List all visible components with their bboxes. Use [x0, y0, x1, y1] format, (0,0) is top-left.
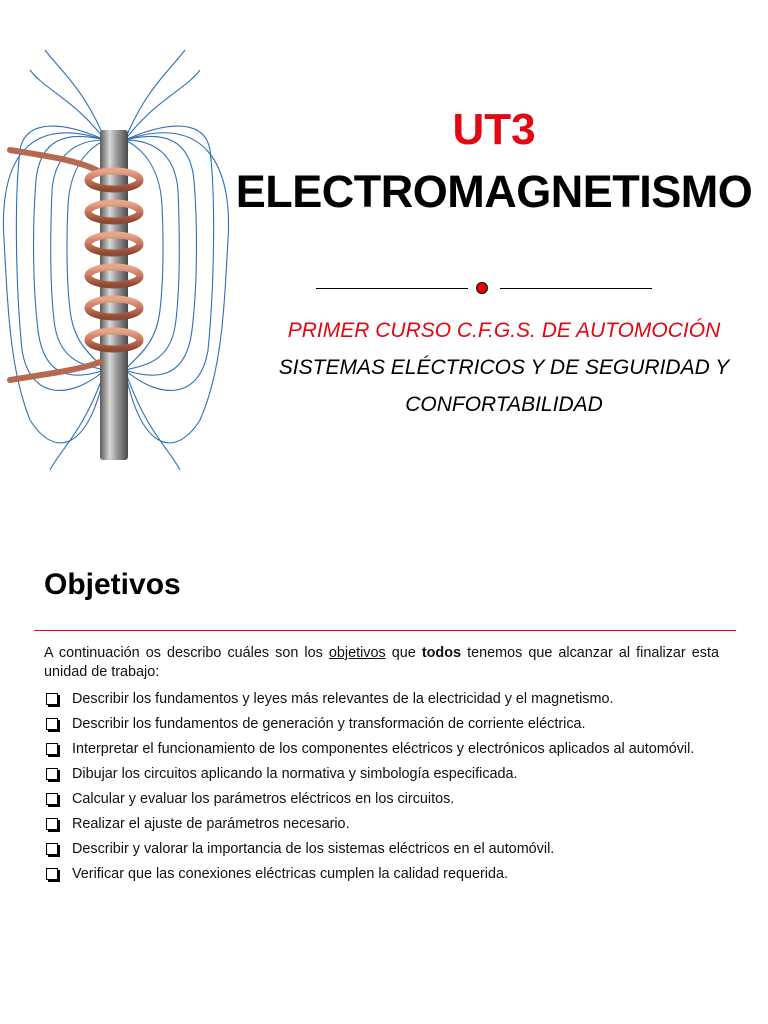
list-item-text: Realizar el ajuste de parámetros necesario. — [72, 816, 350, 832]
intro-text-1: A continuación os describo cuáles son los — [44, 645, 329, 661]
objectives-intro — [44, 644, 719, 682]
list-item-text: Describir y valorar la importancia de los sistemas eléctricos en el automóvil. — [72, 841, 555, 857]
iron-core — [100, 130, 128, 460]
list-item-text: Describir los fundamentos de generación y transformación de corriente eléctrica. — [72, 716, 586, 732]
list-item-text: Interpretar el funcionamiento de los componentes eléctricos y electrónicos aplicados al automóvil. — [72, 741, 695, 757]
intro-underlined: objetivos — [328, 645, 386, 661]
intro-text-2: que — [385, 645, 422, 661]
list-item-text: Verificar que las conexiones eléctricas cumplen la calidad requerida. — [72, 866, 508, 882]
title-divider — [316, 279, 656, 299]
section-divider — [34, 630, 736, 631]
intro-text-3: tenemos que alcanzar al finalizar esta unidad de trabajo: — [44, 645, 719, 680]
lead-wire-bottom — [10, 362, 100, 380]
checkbox-icon — [46, 768, 58, 780]
objectives-list — [44, 689, 724, 889]
checkbox-icon — [46, 693, 58, 705]
checkbox-icon — [46, 818, 58, 830]
subtitle-block — [244, 312, 764, 423]
list-item-text: Dibujar los circuitos aplicando la normativa y simbología especificada. — [72, 766, 518, 782]
module-line-2: CONFORTABILIDAD — [405, 393, 603, 416]
intro-bold: todos — [421, 645, 461, 661]
divider-line-right — [500, 288, 652, 289]
list-item — [44, 714, 724, 734]
page-title: ELECTROMAGNETISMO — [235, 166, 753, 217]
list-item — [44, 789, 724, 809]
list-item-text: Describir los fundamentos y leyes más relevantes de la electricidad y el magnetismo. — [72, 691, 614, 707]
module-line-1: SISTEMAS ELÉCTRICOS Y DE SEGURIDAD Y — [278, 356, 730, 379]
course-line: PRIMER CURSO C.F.G.S. DE AUTOMOCIÓN — [287, 319, 721, 342]
list-item — [44, 689, 724, 709]
list-item — [44, 839, 724, 859]
divider-dot-icon — [476, 282, 488, 294]
checkbox-icon — [46, 843, 58, 855]
list-item — [44, 739, 724, 759]
unit-code: UT3 — [452, 105, 536, 154]
list-item — [44, 764, 724, 784]
checkbox-icon — [46, 868, 58, 880]
list-item — [44, 814, 724, 834]
objectives-heading: Objetivos — [44, 568, 181, 601]
electromagnet-illustration-icon — [0, 30, 236, 490]
list-item — [44, 864, 724, 884]
title-block — [220, 100, 768, 224]
list-item-text: Calcular y evaluar los parámetros eléctricos en los circuitos. — [72, 791, 455, 807]
checkbox-icon — [46, 743, 58, 755]
checkbox-icon — [46, 718, 58, 730]
checkbox-icon — [46, 793, 58, 805]
divider-line-left — [316, 288, 468, 289]
